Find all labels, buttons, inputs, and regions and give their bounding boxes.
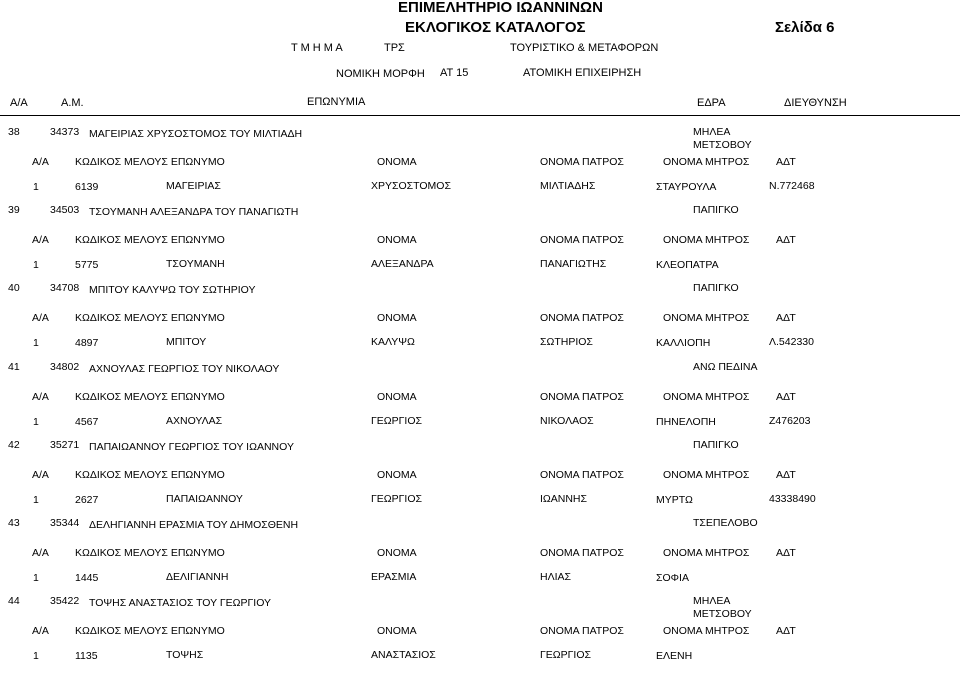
- member-code: 4567: [75, 416, 99, 428]
- member-code: 4897: [75, 337, 99, 349]
- subhead-first-name: ΟΝΟΜΑ: [377, 156, 417, 168]
- col-name: ΕΠΩΝΥΜΙΑ: [307, 96, 366, 108]
- subhead-father-name: ΟΝΟΜΑ ΠΑΤΡΟΣ: [540, 625, 624, 637]
- record-business-name: ΔΕΛΗΓΙΑΝΝΗ ΕΡΑΣΜΙΑ ΤΟΥ ΔΗΜΟΣΘΕΝΗ: [89, 519, 299, 531]
- record-business-name: ΤΟΨΗΣ ΑΝΑΣΤΑΣΙΟΣ ΤΟΥ ΓΕΩΡΓΙΟΥ: [89, 597, 272, 609]
- member-father-name: ΣΩΤΗΡΙΟΣ: [540, 336, 593, 348]
- member-aa: 1: [33, 650, 39, 662]
- member-aa: 1: [33, 259, 39, 271]
- subhead-code-surname: ΚΩΔΙΚΟΣ ΜΕΛΟΥΣ ΕΠΩΝΥΜΟ: [75, 625, 225, 637]
- col-address: ΔΙΕΥΘΥΝΣΗ: [784, 97, 847, 109]
- subhead-id-card: ΑΔΤ: [776, 547, 796, 559]
- col-aa: Α/Α: [10, 97, 28, 109]
- subhead-father-name: ΟΝΟΜΑ ΠΑΤΡΟΣ: [540, 469, 624, 481]
- member-mother-name: ΕΛΕΝΗ: [656, 650, 693, 662]
- subhead-mother-name: ΟΝΟΜΑ ΜΗΤΡΟΣ: [663, 547, 750, 559]
- subhead-mother-name: ΟΝΟΜΑ ΜΗΤΡΟΣ: [663, 391, 750, 403]
- subhead-aa: Α/Α: [32, 312, 49, 324]
- member-surname: ΑΧΝΟΥΛΑΣ: [166, 415, 223, 427]
- section-name: ΤΟΥΡΙΣΤΙΚΟ & ΜΕΤΑΦΟΡΩΝ: [510, 42, 659, 54]
- member-first-name: ΕΡΑΣΜΙΑ: [371, 571, 417, 583]
- member-id-card: Λ.542330: [769, 336, 814, 348]
- member-first-name: ΑΛΕΞΑΝΔΡΑ: [371, 258, 434, 270]
- record-member-number: 34373: [50, 126, 80, 138]
- member-mother-name: ΣΟΦΙΑ: [656, 572, 689, 584]
- member-code: 1445: [75, 572, 99, 584]
- subhead-father-name: ΟΝΟΜΑ ΠΑΤΡΟΣ: [540, 156, 624, 168]
- record-member-number: 35344: [50, 517, 80, 529]
- record-seat: ΤΣΕΠΕΛΟΒΟ: [693, 517, 758, 529]
- member-aa: 1: [33, 416, 39, 428]
- member-surname: ΔΕΛΙΓΙΑΝΝΗ: [166, 571, 229, 583]
- member-first-name: ΑΝΑΣΤΑΣΙΟΣ: [371, 649, 436, 661]
- member-mother-name: ΚΑΛΛΙΟΠΗ: [656, 337, 711, 349]
- member-aa: 1: [33, 494, 39, 506]
- subhead-id-card: ΑΔΤ: [776, 391, 796, 403]
- subhead-mother-name: ΟΝΟΜΑ ΜΗΤΡΟΣ: [663, 312, 750, 324]
- record-seat: ΠΑΠΙΓΚΟ: [693, 439, 739, 451]
- chamber-title: ΕΠΙΜΕΛΗΤΗΡΙΟ ΙΩΑΝΝΙΝΩΝ: [398, 0, 603, 16]
- member-code: 5775: [75, 259, 99, 271]
- member-father-name: ΜΙΛΤΙΑΔΗΣ: [540, 180, 596, 192]
- subhead-father-name: ΟΝΟΜΑ ΠΑΤΡΟΣ: [540, 391, 624, 403]
- record: [0, 283, 960, 363]
- record-member-number: 34802: [50, 361, 80, 373]
- record-aa: 40: [8, 282, 20, 294]
- record: [0, 127, 960, 207]
- subhead-code-surname: ΚΩΔΙΚΟΣ ΜΕΛΟΥΣ ΕΠΩΝΥΜΟ: [75, 234, 225, 246]
- record-member-number: 35271: [50, 439, 80, 451]
- subhead-code-surname: ΚΩΔΙΚΟΣ ΜΕΛΟΥΣ ΕΠΩΝΥΜΟ: [75, 391, 225, 403]
- record-seat-line2: ΜΕΤΣΟΒΟΥ: [693, 608, 752, 620]
- record-aa: 38: [8, 126, 20, 138]
- member-surname: ΤΟΨΗΣ: [166, 649, 204, 661]
- legal-form-code: ΑΤ 15: [440, 67, 469, 79]
- legal-form-label: ΝΟΜΙΚΗ ΜΟΡΦΗ: [336, 68, 425, 80]
- subhead-id-card: ΑΔΤ: [776, 469, 796, 481]
- member-mother-name: ΣΤΑΥΡΟΥΛΑ: [656, 181, 717, 193]
- member-father-name: ΠΑΝΑΓΙΩΤΗΣ: [540, 258, 607, 270]
- subhead-id-card: ΑΔΤ: [776, 156, 796, 168]
- record: [0, 205, 960, 285]
- record: [0, 518, 960, 598]
- record-member-number: 34503: [50, 204, 80, 216]
- subhead-code-surname: ΚΩΔΙΚΟΣ ΜΕΛΟΥΣ ΕΠΩΝΥΜΟ: [75, 156, 225, 168]
- page-number: Σελίδα 6: [775, 19, 835, 36]
- member-father-name: ΗΛΙΑΣ: [540, 571, 572, 583]
- subhead-father-name: ΟΝΟΜΑ ΠΑΤΡΟΣ: [540, 312, 624, 324]
- subhead-code-surname: ΚΩΔΙΚΟΣ ΜΕΛΟΥΣ ΕΠΩΝΥΜΟ: [75, 469, 225, 481]
- record: [0, 440, 960, 520]
- record-business-name: ΠΑΠΑΙΩΑΝΝΟΥ ΓΕΩΡΓΙΟΣ ΤΟΥ ΙΩΑΝΝΟΥ: [89, 441, 294, 453]
- record-aa: 43: [8, 517, 20, 529]
- record: [0, 596, 960, 676]
- subhead-father-name: ΟΝΟΜΑ ΠΑΤΡΟΣ: [540, 234, 624, 246]
- subhead-aa: Α/Α: [32, 234, 49, 246]
- header-divider: [0, 115, 960, 116]
- subhead-first-name: ΟΝΟΜΑ: [377, 312, 417, 324]
- subhead-code-surname: ΚΩΔΙΚΟΣ ΜΕΛΟΥΣ ΕΠΩΝΥΜΟ: [75, 547, 225, 559]
- record-business-name: ΜΠΙΤΟΥ ΚΑΛΥΨΩ ΤΟΥ ΣΩΤΗΡΙΟΥ: [89, 284, 256, 296]
- member-first-name: ΓΕΩΡΓΙΟΣ: [371, 415, 422, 427]
- record-aa: 42: [8, 439, 20, 451]
- legal-form-value: ΑΤΟΜΙΚΗ ΕΠΙΧΕΙΡΗΣΗ: [523, 67, 642, 79]
- subhead-id-card: ΑΔΤ: [776, 234, 796, 246]
- section-label: Τ Μ Η Μ Α: [291, 42, 343, 54]
- record-business-name: ΤΣΟΥΜΑΝΗ ΑΛΕΞΑΝΔΡΑ ΤΟΥ ΠΑΝΑΓΙΩΤΗ: [89, 206, 299, 218]
- subhead-first-name: ΟΝΟΜΑ: [377, 391, 417, 403]
- member-surname: ΤΣΟΥΜΑΝΗ: [166, 258, 225, 270]
- member-code: 2627: [75, 494, 99, 506]
- member-first-name: ΧΡΥΣΟΣΤΟΜΟΣ: [371, 180, 451, 192]
- member-father-name: ΙΩΑΝΝΗΣ: [540, 493, 588, 505]
- record-aa: 44: [8, 595, 20, 607]
- subhead-father-name: ΟΝΟΜΑ ΠΑΤΡΟΣ: [540, 547, 624, 559]
- section-code: ΤΡΣ: [384, 42, 405, 54]
- col-seat: ΕΔΡΑ: [697, 97, 726, 109]
- record-aa: 39: [8, 204, 20, 216]
- subhead-id-card: ΑΔΤ: [776, 625, 796, 637]
- member-surname: ΠΑΠΑΙΩΑΝΝΟΥ: [166, 493, 243, 505]
- subhead-first-name: ΟΝΟΜΑ: [377, 547, 417, 559]
- subhead-aa: Α/Α: [32, 156, 49, 168]
- member-code: 6139: [75, 181, 99, 193]
- member-surname: ΜΑΓΕΙΡΙΑΣ: [166, 180, 221, 192]
- subhead-mother-name: ΟΝΟΜΑ ΜΗΤΡΟΣ: [663, 234, 750, 246]
- member-mother-name: ΜΥΡΤΩ: [656, 494, 693, 506]
- record-aa: 41: [8, 361, 20, 373]
- subhead-id-card: ΑΔΤ: [776, 312, 796, 324]
- record-member-number: 35422: [50, 595, 80, 607]
- subhead-first-name: ΟΝΟΜΑ: [377, 625, 417, 637]
- member-first-name: ΚΑΛΥΨΩ: [371, 336, 415, 348]
- member-mother-name: ΠΗΝΕΛΟΠΗ: [656, 416, 716, 428]
- record: [0, 362, 960, 442]
- member-father-name: ΝΙΚΟΛΑΟΣ: [540, 415, 594, 427]
- record-seat: ΠΑΠΙΓΚΟ: [693, 282, 739, 294]
- member-aa: 1: [33, 337, 39, 349]
- subhead-mother-name: ΟΝΟΜΑ ΜΗΤΡΟΣ: [663, 156, 750, 168]
- subhead-mother-name: ΟΝΟΜΑ ΜΗΤΡΟΣ: [663, 625, 750, 637]
- member-surname: ΜΠΙΤΟΥ: [166, 336, 207, 348]
- record-business-name: ΜΑΓΕΙΡΙΑΣ ΧΡΥΣΟΣΤΟΜΟΣ ΤΟΥ ΜΙΛΤΙΑΔΗ: [89, 128, 303, 140]
- record-seat: ΜΗΛΕΑ: [693, 126, 731, 138]
- member-first-name: ΓΕΩΡΓΙΟΣ: [371, 493, 422, 505]
- member-mother-name: ΚΛΕΟΠΑΤΡΑ: [656, 259, 719, 271]
- subhead-aa: Α/Α: [32, 391, 49, 403]
- member-code: 1135: [75, 650, 98, 662]
- member-id-card: 43338490: [769, 493, 816, 505]
- record-member-number: 34708: [50, 282, 80, 294]
- member-father-name: ΓΕΩΡΓΙΟΣ: [540, 649, 591, 661]
- catalog-title: ΕΚΛΟΓΙΚΟΣ ΚΑΤΑΛΟΓΟΣ: [405, 19, 586, 36]
- record-seat: ΜΗΛΕΑ: [693, 595, 731, 607]
- subhead-code-surname: ΚΩΔΙΚΟΣ ΜΕΛΟΥΣ ΕΠΩΝΥΜΟ: [75, 312, 225, 324]
- record-seat: ΑΝΩ ΠΕΔΙΝΑ: [693, 361, 758, 373]
- subhead-first-name: ΟΝΟΜΑ: [377, 234, 417, 246]
- member-id-card: Ν.772468: [769, 180, 815, 192]
- col-am: Α.Μ.: [61, 97, 84, 109]
- subhead-aa: Α/Α: [32, 625, 49, 637]
- subhead-mother-name: ΟΝΟΜΑ ΜΗΤΡΟΣ: [663, 469, 750, 481]
- subhead-aa: Α/Α: [32, 469, 49, 481]
- record-seat-line2: ΜΕΤΣΟΒΟΥ: [693, 139, 752, 151]
- record-business-name: ΑΧΝΟΥΛΑΣ ΓΕΩΡΓΙΟΣ ΤΟΥ ΝΙΚΟΛΑΟΥ: [89, 363, 280, 375]
- member-aa: 1: [33, 181, 39, 193]
- member-id-card: Ζ476203: [769, 415, 811, 427]
- subhead-first-name: ΟΝΟΜΑ: [377, 469, 417, 481]
- subhead-aa: Α/Α: [32, 547, 49, 559]
- member-aa: 1: [33, 572, 39, 584]
- record-seat: ΠΑΠΙΓΚΟ: [693, 204, 739, 216]
